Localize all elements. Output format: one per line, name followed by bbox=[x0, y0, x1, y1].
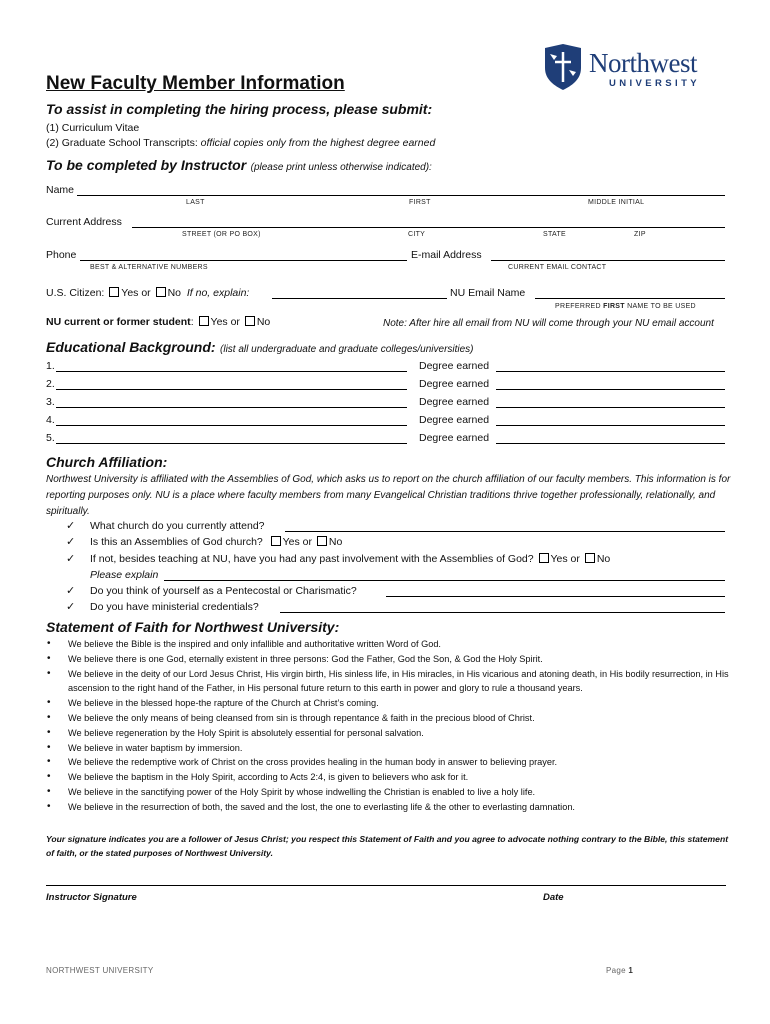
nu-email-note: Note: After hire all email from NU will come through your NU email account bbox=[383, 318, 714, 329]
faith-item: • We believe in water baptism by immersion. bbox=[46, 741, 736, 756]
faith-item: • We believe there is one God, eternally existent in three persons: God the Father, God the Son, & God the Holy Spirit. bbox=[46, 652, 736, 667]
address-field[interactable] bbox=[132, 227, 725, 228]
nu-student-no-label: No bbox=[256, 316, 271, 328]
check-icon: ✓ bbox=[66, 520, 76, 532]
faith-item: • We believe the only means of being cleansed from sin is through repentance & faith in the precious blood of Christ. bbox=[46, 711, 736, 726]
church-q1-field[interactable] bbox=[285, 531, 725, 532]
faith-item: • We believe in the resurrection of both, the saved and the lost, the one to everlasting life & the other to everlasting damnation. bbox=[46, 800, 736, 815]
nu-student-row bbox=[46, 316, 270, 328]
date-label: Date bbox=[543, 892, 564, 903]
education-heading bbox=[46, 339, 474, 357]
education-row-number: 5. bbox=[46, 432, 55, 444]
education-college-field[interactable] bbox=[56, 443, 407, 444]
citizen-explain-field[interactable] bbox=[272, 298, 447, 299]
phone-field[interactable] bbox=[80, 260, 407, 261]
nu-student-yes-label: Yes or bbox=[210, 316, 240, 328]
signature-note: Your signature indicates you are a follower of Jesus Christ; you respect this Statement of Faith and you agree to advocate nothing contrary to the Bible, this statement of faith, or the stated purposes of Northwest University. bbox=[46, 834, 729, 858]
instructor-signature-label: Instructor Signature bbox=[46, 892, 137, 903]
education-college-field[interactable] bbox=[56, 425, 407, 426]
faith-list bbox=[46, 637, 736, 815]
nu-email-sub-b: FIRST bbox=[603, 303, 625, 310]
citizen-yes-checkbox[interactable] bbox=[109, 287, 119, 297]
citizen-no-checkbox[interactable] bbox=[156, 287, 166, 297]
instructor-heading bbox=[46, 157, 432, 175]
church-q2-no-checkbox[interactable] bbox=[317, 536, 327, 546]
nu-email-field[interactable] bbox=[535, 298, 725, 299]
degree-earned-label: Degree earned bbox=[419, 396, 490, 408]
church-q5: Do you have ministerial credentials? bbox=[90, 601, 259, 613]
footer-page-number: 1 bbox=[628, 966, 634, 975]
faith-item: • We believe the Bible is the inspired and only infallible and authoritative written Word of God. bbox=[46, 637, 736, 652]
citizen-label: U.S. Citizen: bbox=[46, 287, 105, 299]
education-college-field[interactable] bbox=[56, 407, 407, 408]
church-q4-field[interactable] bbox=[386, 596, 725, 597]
check-icon: ✓ bbox=[66, 536, 76, 548]
church-q3-no-checkbox[interactable] bbox=[585, 553, 595, 563]
faith-item: • We believe the redemptive work of Christ on the cross provides healing in the human body in answer to believing prayer. bbox=[46, 755, 736, 770]
citizen-yes-label: Yes or bbox=[121, 287, 151, 299]
instructor-heading-text: To be completed by Instructor bbox=[46, 157, 247, 173]
degree-earned-label: Degree earned bbox=[419, 414, 490, 426]
logo-subtitle: UNIVERSITY bbox=[609, 78, 701, 89]
church-q3-explain: Please explain bbox=[90, 569, 159, 581]
name-field[interactable] bbox=[77, 195, 725, 196]
church-q2: Is this an Assemblies of God church? bbox=[90, 536, 263, 548]
nu-student-label: NU current or former student bbox=[46, 316, 191, 328]
shield-icon bbox=[543, 44, 583, 90]
church-q3-yes-checkbox[interactable] bbox=[539, 553, 549, 563]
name-sub-middle: MIDDLE INITIAL bbox=[588, 199, 645, 206]
church-q2-yes-checkbox[interactable] bbox=[271, 536, 281, 546]
education-heading-note: (list all undergraduate and graduate colleges/universities) bbox=[220, 344, 474, 355]
education-row-number: 3. bbox=[46, 396, 55, 408]
degree-earned-field[interactable] bbox=[496, 389, 725, 390]
citizen-explain-label: If no, explain: bbox=[186, 287, 250, 299]
name-label: Name bbox=[46, 184, 75, 196]
footer-org: NORTHWEST UNIVERSITY bbox=[46, 966, 154, 975]
check-icon: ✓ bbox=[66, 553, 76, 565]
church-q4: Do you think of yourself as a Pentecostal or Charismatic? bbox=[90, 585, 357, 597]
church-q1: What church do you currently attend? bbox=[90, 520, 265, 532]
address-sub-street: STREET (OR PO BOX) bbox=[182, 231, 261, 238]
name-sub-first: FIRST bbox=[409, 199, 431, 206]
degree-earned-label: Degree earned bbox=[419, 360, 490, 372]
footer-page bbox=[606, 966, 633, 975]
degree-earned-label: Degree earned bbox=[419, 432, 490, 444]
phone-label: Phone bbox=[46, 249, 77, 261]
assist-item-2-label: (2) Graduate School Transcripts: bbox=[46, 137, 201, 149]
check-icon: ✓ bbox=[66, 585, 76, 597]
citizen-row bbox=[46, 287, 249, 299]
faith-heading: Statement of Faith for Northwest University: bbox=[46, 619, 340, 635]
degree-earned-field[interactable] bbox=[496, 407, 725, 408]
nu-student-colon: : bbox=[190, 316, 194, 328]
education-row-number: 2. bbox=[46, 378, 55, 390]
church-q2-row bbox=[90, 536, 342, 548]
assist-item-2 bbox=[46, 137, 435, 149]
email-label: E-mail Address bbox=[411, 249, 482, 261]
assist-item-1: (1) Curriculum Vitae bbox=[46, 122, 140, 134]
assist-heading: To assist in completing the hiring process, please submit: bbox=[46, 101, 433, 117]
nu-email-sub-a: PREFERRED bbox=[555, 303, 604, 310]
faith-item: • We believe in the sanctifying power of the Holy Spirit by whose indwelling the Christian is enabled to live a holy life. bbox=[46, 785, 736, 800]
church-paragraph: Northwest University is affiliated with the Assemblies of God, which asks us to report on the church affiliation of our faculty members. This information is for reporting purposes only. NU is a place where faculty members from many Evangelical Christian traditions thrive together professionally, relationally, and spiritually. bbox=[46, 474, 731, 517]
nu-email-sub bbox=[555, 303, 696, 310]
church-q3-explain-field[interactable] bbox=[164, 580, 725, 581]
faith-item: • We believe in the deity of our Lord Jesus Christ, His virgin birth, His sinless life, in His miracles, in His vicarious and atoning death, in His bodily resurrection, in His ascension to the right hand of the Father, in His personal future return to this earth in power and glory to rule a thousand years. bbox=[46, 667, 736, 697]
church-q3: If not, besides teaching at NU, have you had any past involvement with the Assemblies of God? bbox=[90, 553, 534, 565]
northwest-logo bbox=[543, 44, 719, 92]
instructor-heading-note: (please print unless otherwise indicated): bbox=[250, 162, 432, 173]
degree-earned-field[interactable] bbox=[496, 371, 725, 372]
phone-sub: BEST & ALTERNATIVE NUMBERS bbox=[90, 264, 208, 271]
faith-item: • We believe in the blessed hope-the rapture of the Church at Christ’s coming. bbox=[46, 696, 736, 711]
address-sub-state: STATE bbox=[543, 231, 567, 238]
education-college-field[interactable] bbox=[56, 389, 407, 390]
address-sub-city: CITY bbox=[408, 231, 426, 238]
degree-earned-field[interactable] bbox=[496, 425, 725, 426]
church-q3-no-label: No bbox=[596, 553, 611, 565]
address-sub-zip: ZIP bbox=[634, 231, 646, 238]
page-title: New Faculty Member Information bbox=[46, 73, 345, 94]
assist-item-2-note: official copies only from the highest degree earned bbox=[200, 137, 436, 149]
faith-item: • We believe regeneration by the Holy Spirit is absolutely essential for personal salvation. bbox=[46, 726, 736, 741]
education-row-number: 4. bbox=[46, 414, 55, 426]
church-q2-no-label: No bbox=[328, 536, 343, 548]
church-heading: Church Affiliation: bbox=[46, 454, 168, 470]
email-sub: CURRENT EMAIL CONTACT bbox=[508, 264, 607, 271]
name-sub-last: LAST bbox=[186, 199, 205, 206]
nu-email-label: NU Email Name bbox=[450, 287, 526, 299]
check-icon: ✓ bbox=[66, 601, 76, 613]
footer-page-label: Page bbox=[606, 966, 629, 975]
nu-student-no-checkbox[interactable] bbox=[245, 316, 255, 326]
address-label: Current Address bbox=[46, 216, 122, 228]
email-field[interactable] bbox=[491, 260, 725, 261]
signature-line[interactable] bbox=[46, 885, 726, 886]
citizen-no-label: No bbox=[167, 287, 182, 299]
church-q3-yes-label: Yes or bbox=[550, 553, 580, 565]
church-q5-field[interactable] bbox=[280, 612, 725, 613]
logo-wordmark: Northwest bbox=[589, 48, 697, 78]
degree-earned-field[interactable] bbox=[496, 443, 725, 444]
degree-earned-label: Degree earned bbox=[419, 378, 490, 390]
education-row-number: 1. bbox=[46, 360, 55, 372]
church-q2-yes-label: Yes or bbox=[282, 536, 312, 548]
faith-item: • We believe the baptism in the Holy Spirit, according to Acts 2:4, is given to believers who ask for it. bbox=[46, 770, 736, 785]
nu-student-yes-checkbox[interactable] bbox=[199, 316, 209, 326]
nu-email-sub-c: NAME TO BE USED bbox=[624, 303, 696, 310]
church-q3-row bbox=[90, 553, 610, 565]
education-heading-text: Educational Background: bbox=[46, 339, 216, 355]
education-college-field[interactable] bbox=[56, 371, 407, 372]
